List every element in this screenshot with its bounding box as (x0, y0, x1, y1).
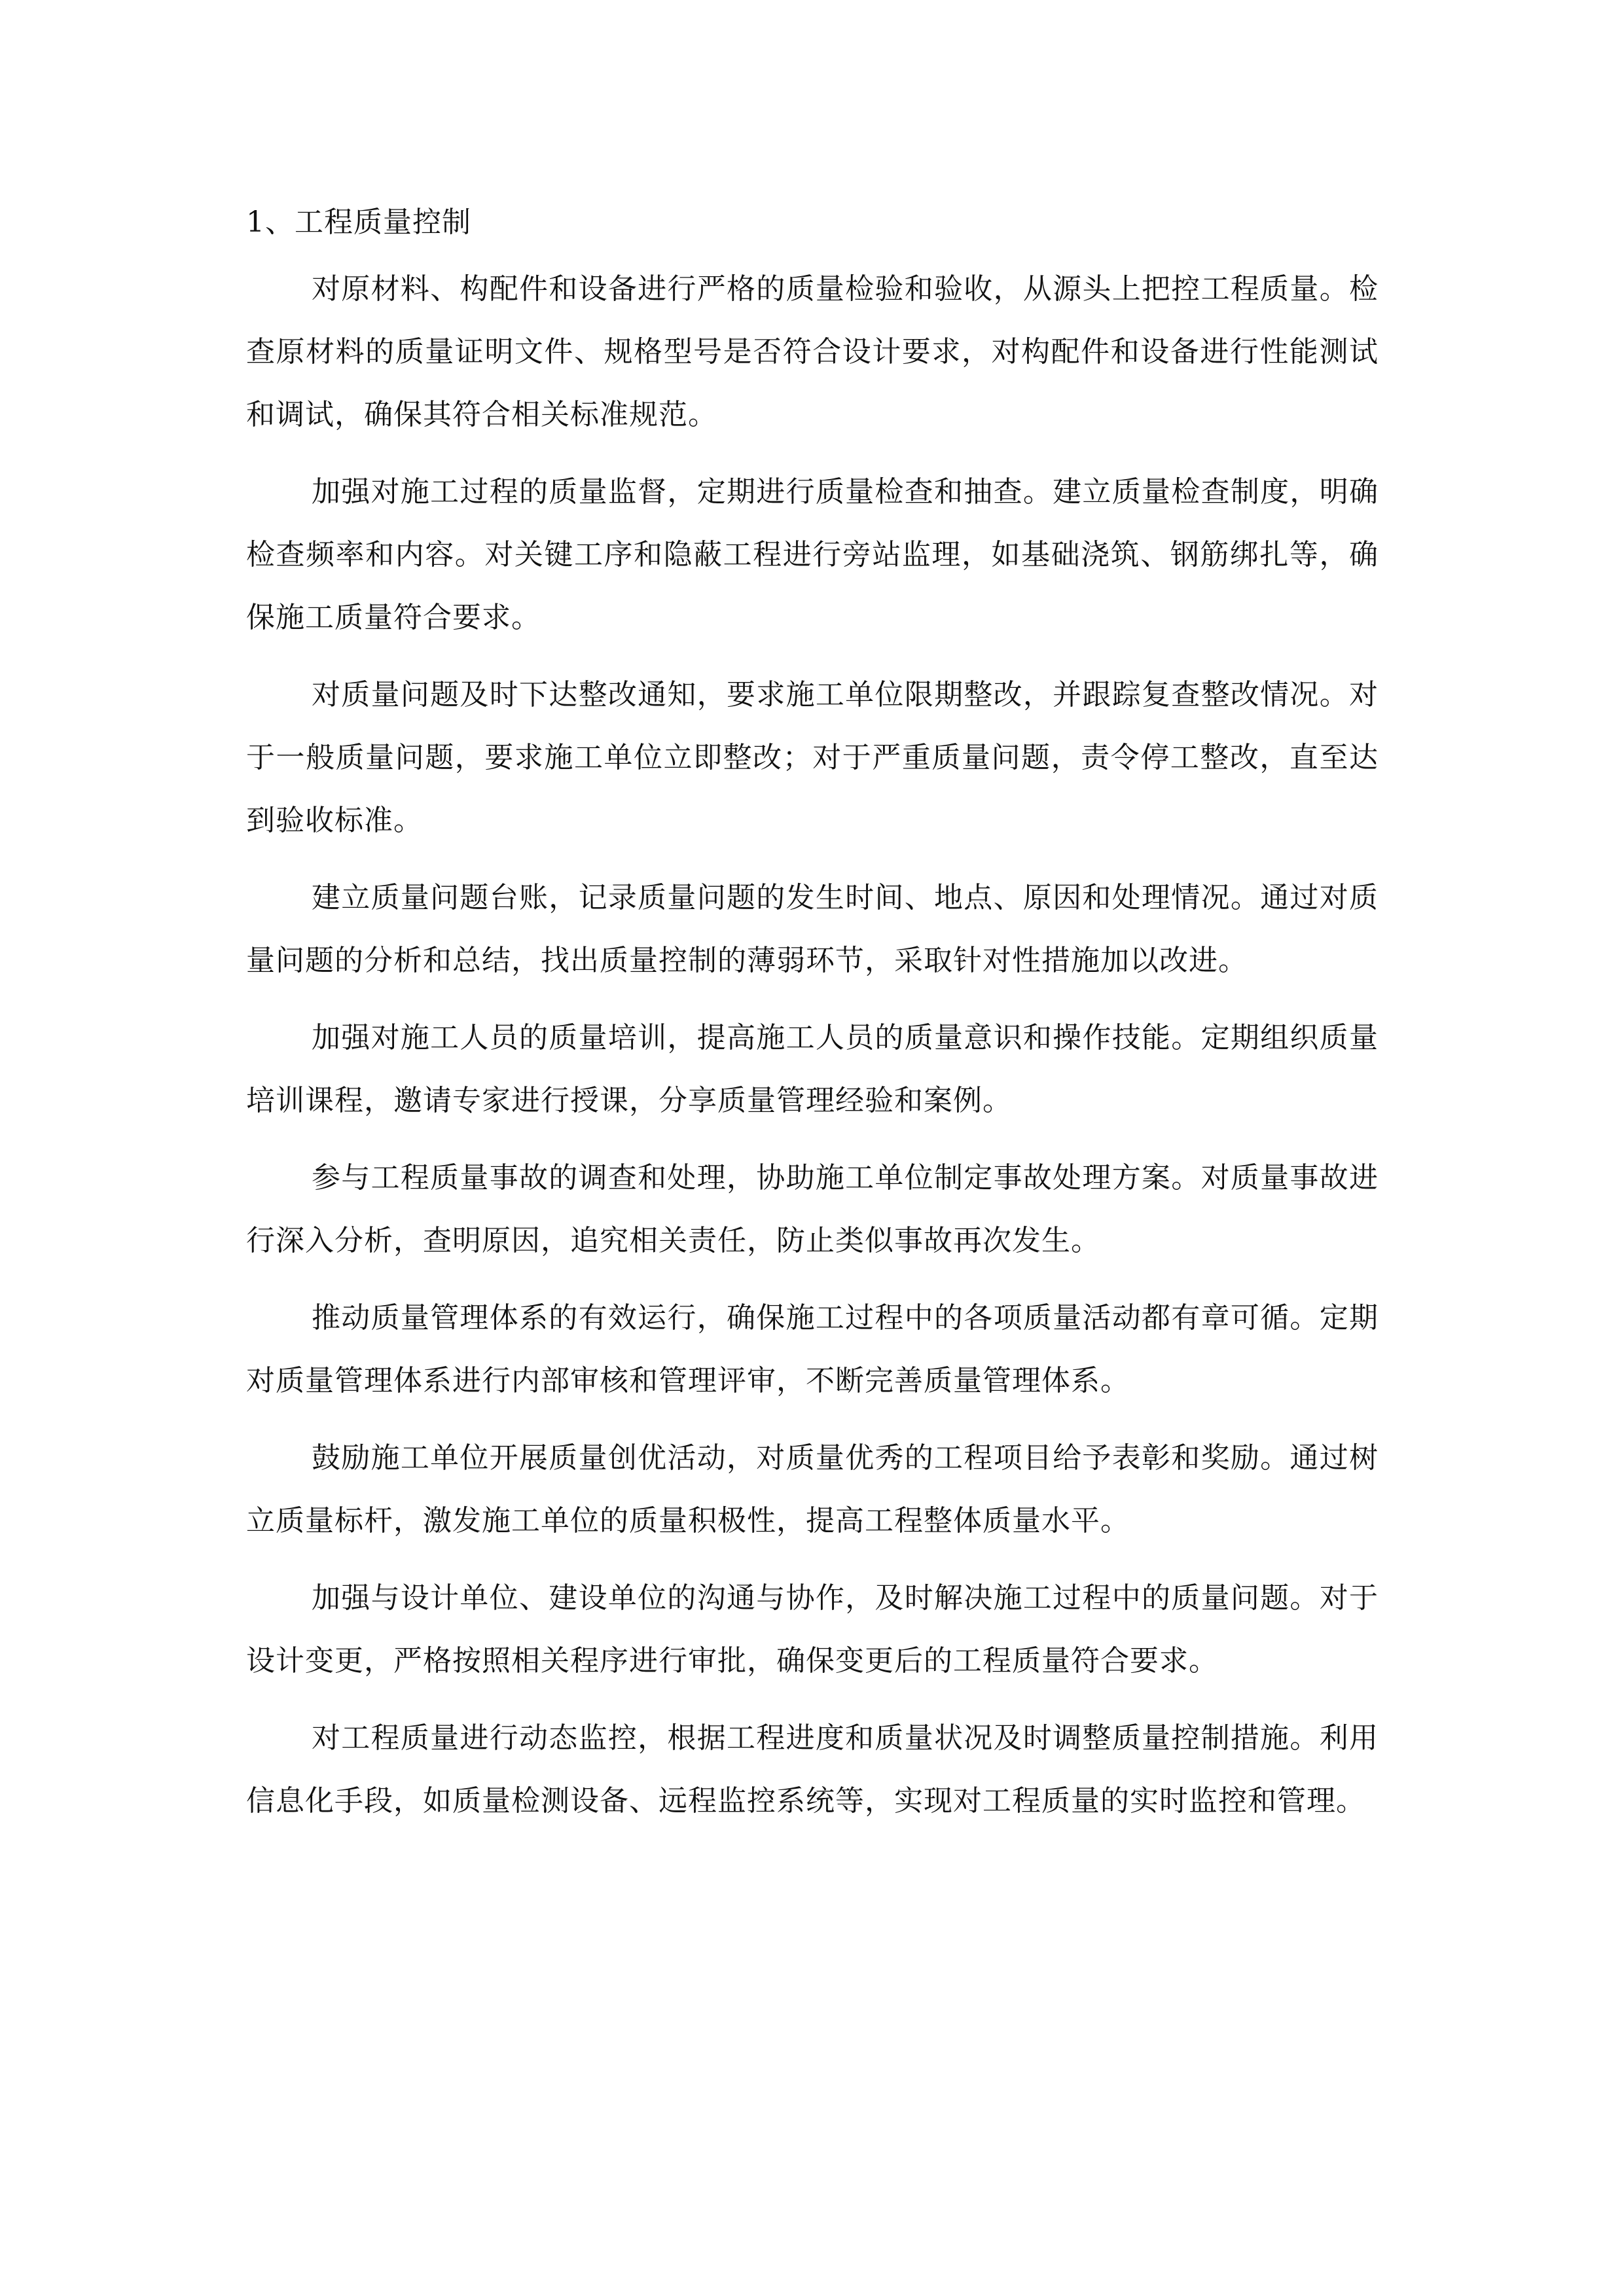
paragraph-dynamic-monitoring: 对工程质量进行动态监控，根据工程进度和质量状况及时调整质量控制措施。利用信息化手段，如质量检测设备、远程监控系统等，实现对工程质量的实时监控和管理。 (246, 1721, 1379, 1818)
section-heading: 1、工程质量控制 (246, 206, 471, 239)
document-body (246, 191, 1379, 1847)
paragraph-accident-investigation: 参与工程质量事故的调查和处理，协助施工单位制定事故处理方案。对质量事故进行深入分析，查明原因，追究相关责任，防止类似事故再次发生。 (246, 1161, 1379, 1257)
paragraph-excellence-activities: 鼓励施工单位开展质量创优活动，对质量优秀的工程项目给予表彰和奖励。通过树立质量标杆，激发施工单位的质量积极性，提高工程整体质量水平。 (246, 1441, 1379, 1537)
paragraph-issue-ledger: 建立质量问题台账，记录质量问题的发生时间、地点、原因和处理情况。通过对质量问题的分析和总结，找出质量控制的薄弱环节，采取针对性措施加以改进。 (246, 881, 1379, 977)
paragraph-material-inspection: 对原材料、构配件和设备进行严格的质量检验和验收，从源头上把控工程质量。检查原材料的质量证明文件、规格型号是否符合设计要求，对构配件和设备进行性能测试和调试，确保其符合相关标准规范。 (246, 272, 1379, 431)
paragraph-communication: 加强与设计单位、建设单位的沟通与协作，及时解决施工过程中的质量问题。对于设计变更，严格按照相关程序进行审批，确保变更后的工程质量符合要求。 (246, 1581, 1379, 1677)
paragraph-management-system: 推动质量管理体系的有效运行，确保施工过程中的各项质量活动都有章可循。定期对质量管理体系进行内部审核和管理评审，不断完善质量管理体系。 (246, 1301, 1379, 1397)
paragraph-quality-training: 加强对施工人员的质量培训，提高施工人员的质量意识和操作技能。定期组织质量培训课程，邀请专家进行授课，分享质量管理经验和案例。 (246, 1021, 1379, 1117)
paragraph-process-supervision: 加强对施工过程的质量监督，定期进行质量检查和抽查。建立质量检查制度，明确检查频率和内容。对关键工序和隐蔽工程进行旁站监理，如基础浇筑、钢筋绑扎等，确保施工质量符合要求。 (246, 475, 1379, 634)
paragraph-rectification-notice: 对质量问题及时下达整改通知，要求施工单位限期整改，并跟踪复查整改情况。对于一般质量问题，要求施工单位立即整改；对于严重质量问题，责令停工整改，直至达到验收标准。 (246, 678, 1379, 837)
